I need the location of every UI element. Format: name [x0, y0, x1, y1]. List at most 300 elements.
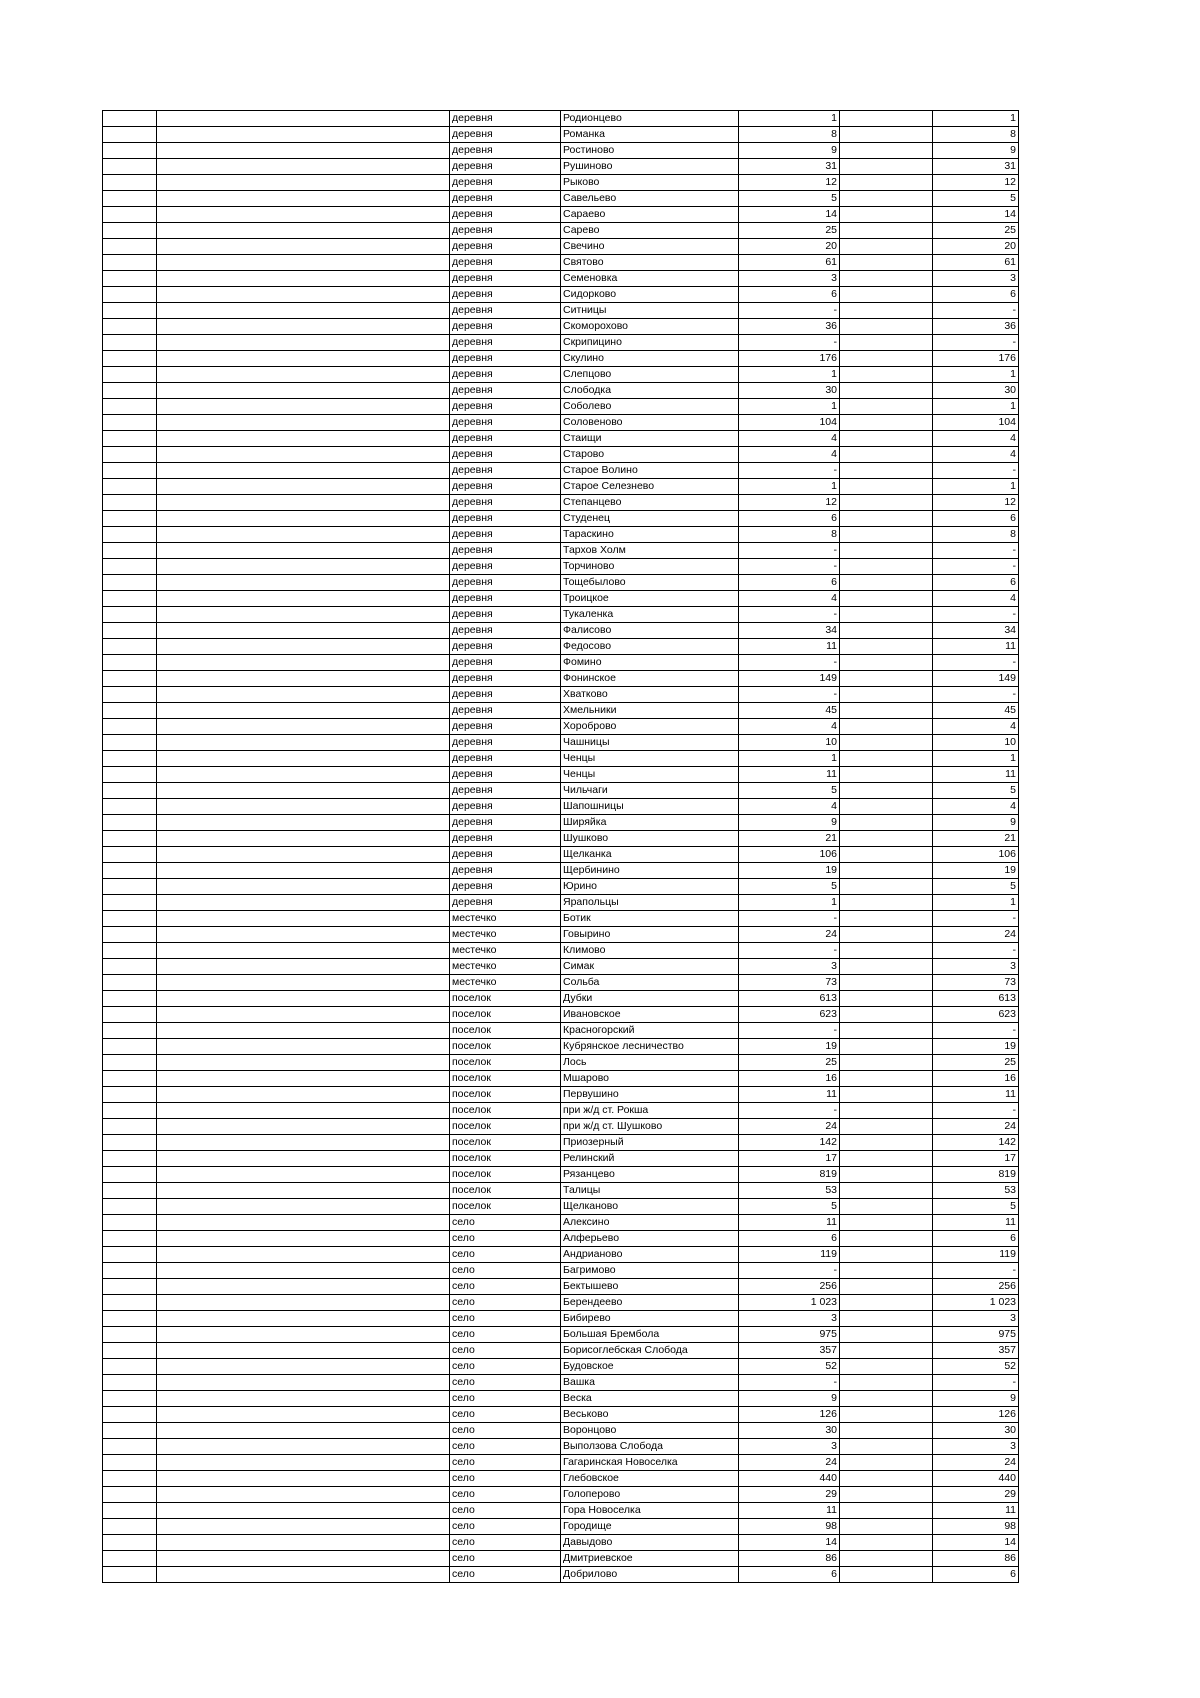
empty-cell [157, 463, 450, 479]
table-row [103, 287, 1019, 303]
table-row [103, 335, 1019, 351]
value-cell: 9 [933, 1391, 1019, 1407]
settlement-name-cell: Федосово [561, 639, 739, 655]
value-cell: 1 [739, 367, 840, 383]
empty-cell [103, 127, 157, 143]
settlement-name-cell: Фомино [561, 655, 739, 671]
empty-cell [840, 511, 933, 527]
empty-cell [157, 1343, 450, 1359]
empty-cell [103, 1023, 157, 1039]
value-cell: 256 [933, 1279, 1019, 1295]
empty-cell [840, 239, 933, 255]
empty-cell [103, 1455, 157, 1471]
settlement-name-cell: Слободка [561, 383, 739, 399]
empty-cell [103, 1423, 157, 1439]
empty-cell [103, 1375, 157, 1391]
empty-cell [840, 559, 933, 575]
empty-cell [103, 351, 157, 367]
table-row [103, 815, 1019, 831]
value-cell: - [933, 687, 1019, 703]
settlement-type-cell: село [450, 1279, 561, 1295]
empty-cell [157, 447, 450, 463]
empty-cell [157, 831, 450, 847]
settlement-name-cell: Фонинское [561, 671, 739, 687]
value-cell: 1 [739, 399, 840, 415]
table-row [103, 495, 1019, 511]
value-cell: 4 [739, 431, 840, 447]
empty-cell [157, 1183, 450, 1199]
empty-cell [840, 1103, 933, 1119]
settlement-name-cell: Симак [561, 959, 739, 975]
empty-cell [157, 1439, 450, 1455]
empty-cell [840, 1359, 933, 1375]
empty-cell [157, 175, 450, 191]
value-cell: - [933, 335, 1019, 351]
settlement-type-cell: село [450, 1391, 561, 1407]
empty-cell [157, 191, 450, 207]
settlement-name-cell: Рушиново [561, 159, 739, 175]
table-row [103, 415, 1019, 431]
value-cell: 1 [933, 895, 1019, 911]
empty-cell [103, 1055, 157, 1071]
empty-cell [103, 1135, 157, 1151]
value-cell: 10 [739, 735, 840, 751]
empty-cell [840, 255, 933, 271]
empty-cell [103, 1087, 157, 1103]
empty-cell [103, 1215, 157, 1231]
empty-cell [840, 639, 933, 655]
empty-cell [157, 799, 450, 815]
empty-cell [840, 1567, 933, 1583]
empty-cell [157, 1023, 450, 1039]
empty-cell [157, 1455, 450, 1471]
empty-cell [103, 159, 157, 175]
settlement-name-cell: Ярапольцы [561, 895, 739, 911]
value-cell: 30 [933, 1423, 1019, 1439]
empty-cell [103, 799, 157, 815]
table-row [103, 1103, 1019, 1119]
value-cell: 19 [739, 863, 840, 879]
empty-cell [840, 1311, 933, 1327]
value-cell: - [739, 335, 840, 351]
value-cell: 20 [933, 239, 1019, 255]
empty-cell [157, 559, 450, 575]
settlement-name-cell: Релинский [561, 1151, 739, 1167]
empty-cell [840, 527, 933, 543]
settlement-name-cell: Стаищи [561, 431, 739, 447]
empty-cell [157, 223, 450, 239]
empty-cell [157, 111, 450, 127]
settlement-name-cell: Ченцы [561, 767, 739, 783]
empty-cell [157, 895, 450, 911]
value-cell: 4 [933, 431, 1019, 447]
value-cell: 98 [933, 1519, 1019, 1535]
empty-cell [157, 383, 450, 399]
settlement-type-cell: село [450, 1343, 561, 1359]
value-cell: 30 [739, 383, 840, 399]
empty-cell [840, 319, 933, 335]
settlement-name-cell: Свечино [561, 239, 739, 255]
settlement-type-cell: деревня [450, 367, 561, 383]
value-cell: 8 [933, 127, 1019, 143]
table-row [103, 623, 1019, 639]
settlement-type-cell: поселок [450, 1183, 561, 1199]
empty-cell [103, 1167, 157, 1183]
empty-cell [840, 1199, 933, 1215]
empty-cell [103, 495, 157, 511]
table-row [103, 511, 1019, 527]
settlement-name-cell: Скрипицино [561, 335, 739, 351]
settlement-type-cell: местечко [450, 943, 561, 959]
empty-cell [840, 1375, 933, 1391]
empty-cell [103, 751, 157, 767]
value-cell: 6 [933, 511, 1019, 527]
empty-cell [157, 1295, 450, 1311]
empty-cell [840, 799, 933, 815]
value-cell: 5 [739, 879, 840, 895]
value-cell: - [739, 687, 840, 703]
value-cell: 14 [739, 1535, 840, 1551]
empty-cell [840, 1071, 933, 1087]
table-row [103, 1471, 1019, 1487]
value-cell: 11 [933, 767, 1019, 783]
empty-cell [103, 1343, 157, 1359]
empty-cell [840, 223, 933, 239]
settlement-type-cell: деревня [450, 623, 561, 639]
empty-cell [840, 1343, 933, 1359]
value-cell: - [739, 943, 840, 959]
value-cell: 106 [933, 847, 1019, 863]
empty-cell [103, 527, 157, 543]
value-cell: - [739, 655, 840, 671]
settlement-name-cell: Тощебылово [561, 575, 739, 591]
empty-cell [103, 927, 157, 943]
settlement-name-cell: Ботик [561, 911, 739, 927]
empty-cell [840, 1135, 933, 1151]
empty-cell [157, 159, 450, 175]
settlement-type-cell: село [450, 1247, 561, 1263]
empty-cell [157, 1519, 450, 1535]
value-cell: 1 [933, 111, 1019, 127]
empty-cell [103, 847, 157, 863]
value-cell: 11 [739, 1087, 840, 1103]
table-row [103, 559, 1019, 575]
settlement-type-cell: деревня [450, 511, 561, 527]
empty-cell [840, 447, 933, 463]
value-cell: 20 [739, 239, 840, 255]
settlement-type-cell: деревня [450, 399, 561, 415]
settlement-name-cell: Старое Селезнево [561, 479, 739, 495]
table-row [103, 271, 1019, 287]
value-cell: - [739, 559, 840, 575]
empty-cell [103, 1535, 157, 1551]
table-body [103, 111, 1019, 1583]
value-cell: 14 [933, 1535, 1019, 1551]
value-cell: 3 [933, 1311, 1019, 1327]
settlement-type-cell: деревня [450, 463, 561, 479]
settlement-type-cell: село [450, 1535, 561, 1551]
empty-cell [103, 1327, 157, 1343]
settlement-type-cell: село [450, 1231, 561, 1247]
settlement-name-cell: Ростиново [561, 143, 739, 159]
value-cell: 17 [933, 1151, 1019, 1167]
empty-cell [103, 383, 157, 399]
table-row [103, 1407, 1019, 1423]
settlement-type-cell: деревня [450, 111, 561, 127]
settlement-type-cell: местечко [450, 975, 561, 991]
settlement-name-cell: Рязанцево [561, 1167, 739, 1183]
settlement-name-cell: Давыдово [561, 1535, 739, 1551]
table-row [103, 943, 1019, 959]
value-cell: 6 [933, 287, 1019, 303]
empty-cell [157, 1327, 450, 1343]
value-cell: 11 [739, 1503, 840, 1519]
value-cell: 256 [739, 1279, 840, 1295]
empty-cell [840, 1487, 933, 1503]
value-cell: 1 [739, 111, 840, 127]
table-row [103, 991, 1019, 1007]
empty-cell [840, 1087, 933, 1103]
value-cell: 1 [739, 479, 840, 495]
value-cell: 149 [739, 671, 840, 687]
settlement-type-cell: деревня [450, 655, 561, 671]
table-row [103, 351, 1019, 367]
empty-cell [157, 1423, 450, 1439]
table-row [103, 703, 1019, 719]
value-cell: 176 [933, 351, 1019, 367]
table-row [103, 1167, 1019, 1183]
value-cell: - [739, 1375, 840, 1391]
value-cell: 11 [739, 639, 840, 655]
value-cell: 61 [933, 255, 1019, 271]
empty-cell [840, 1183, 933, 1199]
settlement-type-cell: село [450, 1471, 561, 1487]
table-row [103, 367, 1019, 383]
value-cell: - [739, 1023, 840, 1039]
empty-cell [157, 319, 450, 335]
value-cell: 4 [739, 719, 840, 735]
empty-cell [157, 1391, 450, 1407]
value-cell: 21 [739, 831, 840, 847]
settlement-name-cell: Выползова Слобода [561, 1439, 739, 1455]
table-row [103, 223, 1019, 239]
value-cell: 29 [739, 1487, 840, 1503]
table-row [103, 911, 1019, 927]
value-cell: 25 [739, 223, 840, 239]
empty-cell [103, 223, 157, 239]
empty-cell [103, 207, 157, 223]
settlement-name-cell: Ширяйка [561, 815, 739, 831]
table-row [103, 799, 1019, 815]
table-row [103, 1311, 1019, 1327]
value-cell: 1 023 [933, 1295, 1019, 1311]
empty-cell [157, 1167, 450, 1183]
settlement-name-cell: Ивановское [561, 1007, 739, 1023]
value-cell: 975 [739, 1327, 840, 1343]
empty-cell [103, 911, 157, 927]
empty-cell [840, 847, 933, 863]
value-cell: 106 [739, 847, 840, 863]
value-cell: 9 [739, 1391, 840, 1407]
empty-cell [157, 127, 450, 143]
settlement-name-cell: Соловеново [561, 415, 739, 431]
empty-cell [103, 1119, 157, 1135]
table-row [103, 1519, 1019, 1535]
settlement-type-cell: село [450, 1375, 561, 1391]
empty-cell [103, 143, 157, 159]
value-cell: 104 [933, 415, 1019, 431]
settlement-name-cell: Юрино [561, 879, 739, 895]
settlement-type-cell: село [450, 1519, 561, 1535]
empty-cell [157, 751, 450, 767]
value-cell: 4 [933, 447, 1019, 463]
empty-cell [103, 1359, 157, 1375]
value-cell: 3 [933, 959, 1019, 975]
value-cell: 126 [739, 1407, 840, 1423]
settlement-type-cell: деревня [450, 303, 561, 319]
empty-cell [157, 591, 450, 607]
table-row [103, 1359, 1019, 1375]
settlement-name-cell: Веськово [561, 1407, 739, 1423]
empty-cell [103, 255, 157, 271]
empty-cell [840, 671, 933, 687]
empty-cell [840, 1231, 933, 1247]
value-cell: 11 [933, 1215, 1019, 1231]
settlement-type-cell: село [450, 1327, 561, 1343]
settlement-name-cell: Соболево [561, 399, 739, 415]
settlement-type-cell: деревня [450, 271, 561, 287]
empty-cell [103, 1503, 157, 1519]
table-row [103, 1391, 1019, 1407]
empty-cell [840, 367, 933, 383]
empty-cell [103, 111, 157, 127]
value-cell: - [739, 1103, 840, 1119]
value-cell: 1 [739, 895, 840, 911]
value-cell: 24 [739, 927, 840, 943]
settlement-name-cell: Тукаленка [561, 607, 739, 623]
table-row [103, 1423, 1019, 1439]
value-cell: 61 [739, 255, 840, 271]
table-row [103, 1023, 1019, 1039]
empty-cell [103, 1071, 157, 1087]
empty-cell [103, 319, 157, 335]
value-cell: - [739, 911, 840, 927]
empty-cell [103, 879, 157, 895]
empty-cell [103, 1247, 157, 1263]
value-cell: 3 [739, 1311, 840, 1327]
value-cell: 36 [739, 319, 840, 335]
empty-cell [840, 1263, 933, 1279]
empty-cell [840, 719, 933, 735]
value-cell: 5 [739, 191, 840, 207]
empty-cell [103, 1311, 157, 1327]
value-cell: - [933, 943, 1019, 959]
value-cell: 6 [739, 1231, 840, 1247]
empty-cell [157, 703, 450, 719]
value-cell: 4 [739, 799, 840, 815]
value-cell: 98 [739, 1519, 840, 1535]
settlement-type-cell: деревня [450, 383, 561, 399]
empty-cell [840, 1503, 933, 1519]
value-cell: 819 [739, 1167, 840, 1183]
value-cell: 4 [933, 799, 1019, 815]
settlement-type-cell: деревня [450, 287, 561, 303]
value-cell: - [933, 911, 1019, 927]
settlement-name-cell: Воронцово [561, 1423, 739, 1439]
settlement-name-cell: Большая Брембола [561, 1327, 739, 1343]
empty-cell [103, 239, 157, 255]
empty-cell [157, 735, 450, 751]
settlement-type-cell: деревня [450, 415, 561, 431]
empty-cell [840, 607, 933, 623]
empty-cell [157, 367, 450, 383]
settlement-name-cell: при ж/д ст. Рокша [561, 1103, 739, 1119]
value-cell: 3 [739, 271, 840, 287]
settlement-name-cell: Родионцево [561, 111, 739, 127]
value-cell: 5 [739, 1199, 840, 1215]
settlement-type-cell: деревня [450, 799, 561, 815]
settlement-name-cell: Гагаринская Новоселка [561, 1455, 739, 1471]
value-cell: 1 [933, 399, 1019, 415]
value-cell: 25 [933, 1055, 1019, 1071]
settlement-type-cell: поселок [450, 1135, 561, 1151]
empty-cell [840, 1295, 933, 1311]
table-row [103, 735, 1019, 751]
empty-cell [840, 1423, 933, 1439]
empty-cell [157, 927, 450, 943]
table-row [103, 1071, 1019, 1087]
table-row [103, 831, 1019, 847]
value-cell: 126 [933, 1407, 1019, 1423]
empty-cell [157, 1071, 450, 1087]
settlement-name-cell: Степанцево [561, 495, 739, 511]
table-row [103, 1295, 1019, 1311]
value-cell: 10 [933, 735, 1019, 751]
value-cell: - [933, 543, 1019, 559]
value-cell: 4 [739, 591, 840, 607]
empty-cell [157, 687, 450, 703]
empty-cell [840, 1023, 933, 1039]
empty-cell [103, 1151, 157, 1167]
settlement-type-cell: поселок [450, 1007, 561, 1023]
value-cell: 73 [739, 975, 840, 991]
empty-cell [157, 1151, 450, 1167]
empty-cell [157, 543, 450, 559]
empty-cell [840, 735, 933, 751]
value-cell: - [933, 1263, 1019, 1279]
table-row [103, 1503, 1019, 1519]
value-cell: - [933, 1375, 1019, 1391]
table-row [103, 1455, 1019, 1471]
value-cell: 12 [739, 175, 840, 191]
empty-cell [157, 351, 450, 367]
settlement-type-cell: деревня [450, 687, 561, 703]
table-row [103, 687, 1019, 703]
empty-cell [103, 463, 157, 479]
settlement-name-cell: Чильчаги [561, 783, 739, 799]
empty-cell [157, 959, 450, 975]
empty-cell [157, 911, 450, 927]
empty-cell [840, 383, 933, 399]
value-cell: 440 [739, 1471, 840, 1487]
table-row [103, 159, 1019, 175]
empty-cell [157, 303, 450, 319]
empty-cell [840, 1535, 933, 1551]
empty-cell [103, 815, 157, 831]
settlement-name-cell: Хмельники [561, 703, 739, 719]
table-row [103, 1279, 1019, 1295]
value-cell: - [739, 1263, 840, 1279]
